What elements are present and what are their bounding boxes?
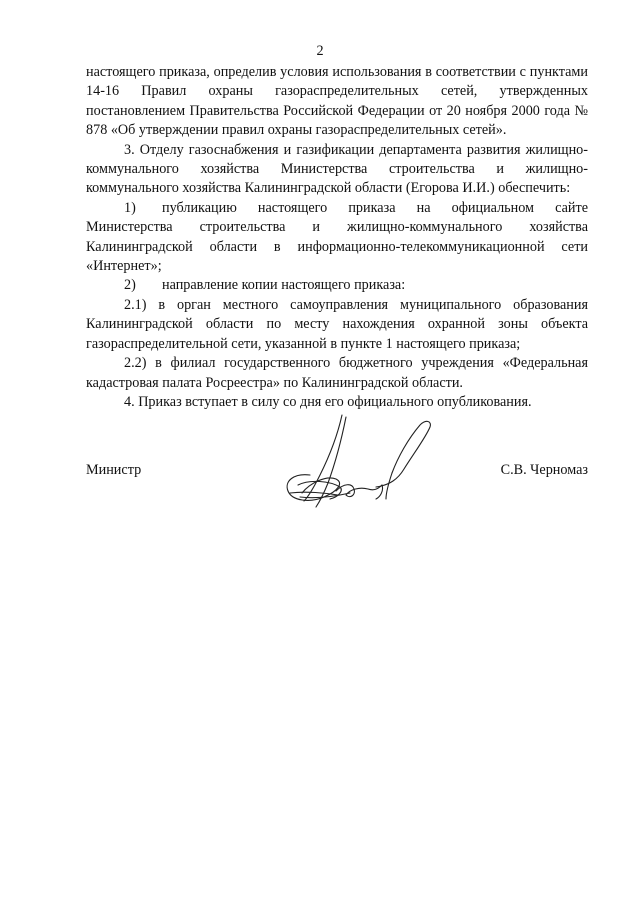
paragraph-3-2 [86, 276, 588, 295]
paragraph-3-2-2: 2.2) в филиал государственного бюджетного учреждения «Федеральная кадастровая палата Росреестра» по Калининградской области. [86, 355, 588, 391]
item-number: 2) [124, 277, 136, 294]
handwritten-signature [280, 413, 440, 513]
signer-name: С.В. Черномаз [500, 462, 588, 478]
paragraph-3-1 [86, 199, 588, 277]
signer-position: Министр [86, 462, 142, 478]
paragraph-4: 4. Приказ вступает в силу со дня его официального опубликования. [124, 393, 532, 410]
item-number: 1) [124, 199, 136, 216]
paragraph-continuation: настоящего приказа, определив условия использования в соответствии с пунктами 14-16 Правил охраны газораспределительных сетей, утвержденных постановлением Правительства Российской Федерации от 20 ноября 2000 года № 878 «Об утверждении правил охраны газораспределительных сетей». [86, 64, 588, 139]
document-body [86, 63, 588, 412]
signature-block [86, 461, 588, 521]
item-text: направление копии настоящего приказа: [162, 277, 406, 294]
paragraph-3: 3. Отделу газоснабжения и газификации департамента развития жилищно-коммунального хозяйства Министерства строительства и жилищно-коммунального хозяйства Калининградской области (Егорова И.И.) обеспечить: [86, 141, 588, 197]
page-number: 2 [316, 43, 324, 59]
paragraph-3-2-1: 2.1) в орган местного самоуправления муниципального образования Калининградской области по месту нахождения охранной зоны объекта газораспределительной сети, указанной в пункте 1 настоящего приказа; [86, 296, 588, 352]
item-text: публикацию настоящего приказа на официальном сайте Министерства строительства и жилищно-коммунального хозяйства Калининградской области в информационно-телекоммуникационной сети «Интернет»; [86, 199, 588, 275]
